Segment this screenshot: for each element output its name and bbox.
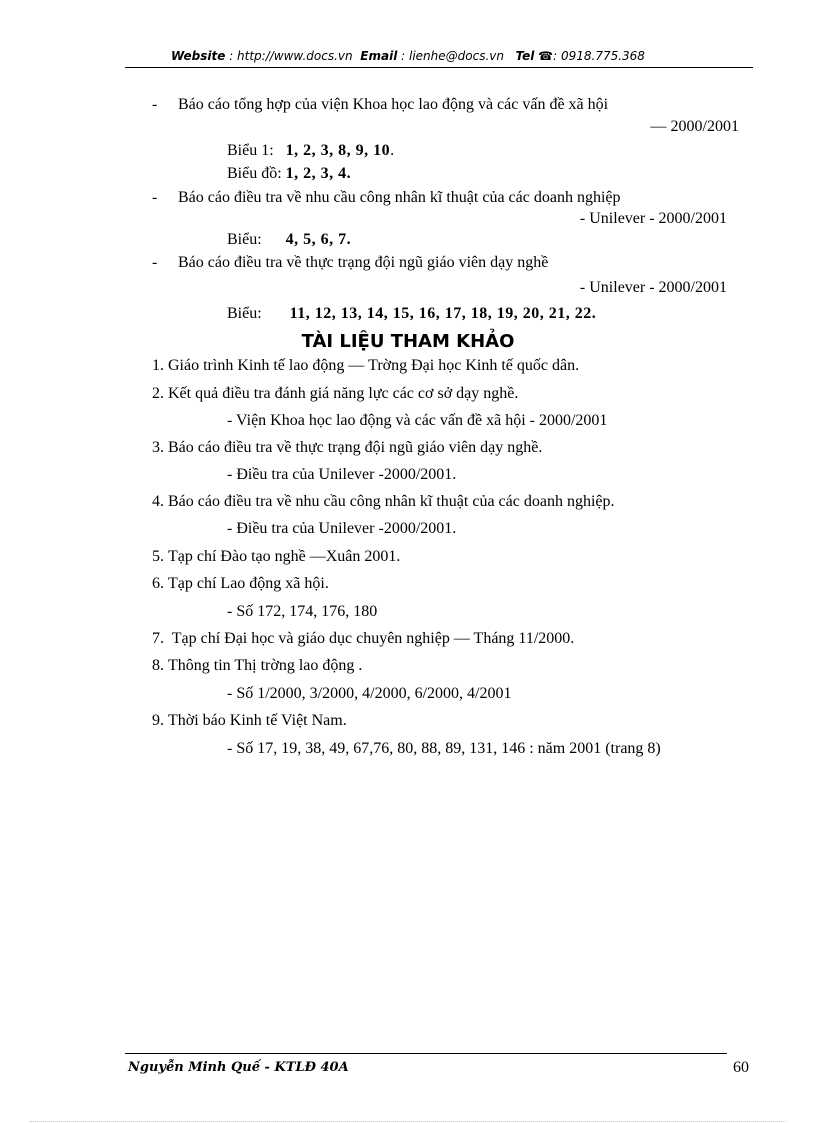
website-label: Website	[171, 49, 226, 63]
table-numbers: 11, 12, 13, 14, 15, 16, 17, 18, 19, 20, 21, 22	[289, 305, 592, 322]
reference-8-sub: - Số 1/2000, 3/2000, 4/2000, 6/2000, 4/2001	[227, 685, 512, 702]
reference-2-sub: - Viện Khoa học lao động và các vấn đề xã hội - 2000/2001	[227, 412, 608, 429]
reference-text: Tạp chí Lao động xã hội.	[168, 575, 329, 592]
reference-text: Tạp chí Đào tạo nghề —Xuân 2001.	[168, 548, 401, 565]
source-1-bullet: -	[152, 96, 158, 113]
reference-text: Báo cáo điều tra về thực trạng đội ngũ giáo viên dạy nghề.	[168, 439, 543, 456]
reference-6-sub: - Số 172, 174, 176, 180	[227, 603, 378, 620]
reference-3-sub: - Điều tra của Unilever -2000/2001.	[227, 466, 457, 483]
page-header	[0, 49, 816, 63]
table-label: Biểu:	[227, 305, 262, 322]
references-title: TÀI LIỆU THAM KHẢO	[301, 331, 515, 352]
reference-4: 4. Báo cáo điều tra về nhu cầu công nhân kĩ thuật của các doanh nghiệp.	[152, 493, 615, 510]
table-label: Biểu 1:	[227, 142, 274, 159]
reference-7: 7. Tạp chí Đại học và giáo dục chuyên nghiệp — Tháng 11/2000.	[152, 630, 575, 647]
reference-1: 1. Giáo trình Kinh tế lao động — Trờng Đại học Kinh tế quốc dân.	[152, 357, 580, 374]
table-numbers: 4, 5, 6, 7	[285, 231, 347, 248]
reference-9: 9. Thời báo Kinh tế Việt Nam.	[152, 712, 347, 729]
reference-2: 2. Kết quả điều tra đánh giá năng lực các cơ sở dạy nghề.	[152, 385, 519, 402]
reference-5: 5. Tạp chí Đào tạo nghề —Xuân 2001.	[152, 548, 401, 565]
email-value: : lienhe@docs.vn	[401, 49, 504, 63]
reference-9-sub: - Số 17, 19, 38, 49, 67,76, 80, 88, 89, 131, 146 : năm 2001 (trang 8)	[227, 740, 661, 757]
phone-icon: ☎	[538, 49, 554, 63]
source-1-attribution: — 2000/2001	[650, 118, 739, 135]
reference-text: Kết quả điều tra đánh giá năng lực các cơ sở dạy nghề.	[168, 385, 519, 402]
tel-label: Tel	[515, 49, 535, 63]
footer-rule	[125, 1053, 727, 1054]
reference-3: 3. Báo cáo điều tra về thực trạng đội ngũ giáo viên dạy nghề.	[152, 439, 543, 456]
header-rule	[125, 67, 753, 68]
tel-value: : 0918.775.368	[553, 49, 645, 63]
table-numbers: 1, 2, 3, 8, 9, 10	[285, 142, 391, 159]
footer-author: Nguyễn Minh Quế - KTLĐ 40A	[128, 1060, 349, 1075]
source-1-text: Báo cáo tổng hợp của viện Khoa học lao động và các vấn đề xã hội	[178, 96, 609, 113]
table-numbers: 1, 2, 3, 4	[285, 165, 347, 182]
reference-8: 8. Thông tin Thị trờng lao động .	[152, 657, 363, 674]
source-2-attribution: - Unilever - 2000/2001	[579, 210, 727, 227]
table-label: Biểu:	[227, 231, 262, 248]
source-1-table-1: Biểu 1: 1, 2, 3, 8, 9, 10.	[227, 142, 395, 159]
source-2-table: Biểu: 4, 5, 6, 7.	[227, 231, 352, 248]
source-2-text: Báo cáo điều tra về nhu cầu công nhân kĩ thuật của các doanh nghiệp	[178, 189, 621, 206]
reference-4-sub: - Điều tra của Unilever -2000/2001.	[227, 520, 457, 537]
source-3-bullet: -	[152, 254, 158, 271]
table-label: Biểu đồ:	[227, 165, 282, 182]
source-3-table: Biểu: 11, 12, 13, 14, 15, 16, 17, 18, 19, 20, 21, 22.	[227, 305, 597, 322]
source-3-text: Báo cáo điều tra về thực trạng đội ngũ giáo viên dạy nghề	[178, 254, 549, 271]
page-edge-dotted-line	[30, 1121, 786, 1122]
website-value: : http://www.docs.vn	[229, 49, 353, 63]
source-2-bullet: -	[152, 189, 158, 206]
reference-text: Giáo trình Kinh tế lao động — Trờng Đại học Kinh tế quốc dân.	[168, 357, 580, 374]
email-label: Email	[360, 49, 398, 63]
reference-6: 6. Tạp chí Lao động xã hội.	[152, 575, 329, 592]
page-number: 60	[733, 1059, 749, 1076]
reference-text: Báo cáo điều tra về nhu cầu công nhân kĩ thuật của các doanh nghiệp.	[168, 493, 615, 510]
reference-text: Thời báo Kinh tế Việt Nam.	[168, 712, 347, 729]
source-3-attribution: - Unilever - 2000/2001	[579, 279, 727, 296]
reference-text: Tạp chí Đại học và giáo dục chuyên nghiệp — Tháng 11/2000.	[168, 630, 575, 647]
reference-text: Thông tin Thị trờng lao động .	[168, 657, 363, 674]
source-1-table-2: Biểu đồ: 1, 2, 3, 4.	[227, 165, 352, 182]
